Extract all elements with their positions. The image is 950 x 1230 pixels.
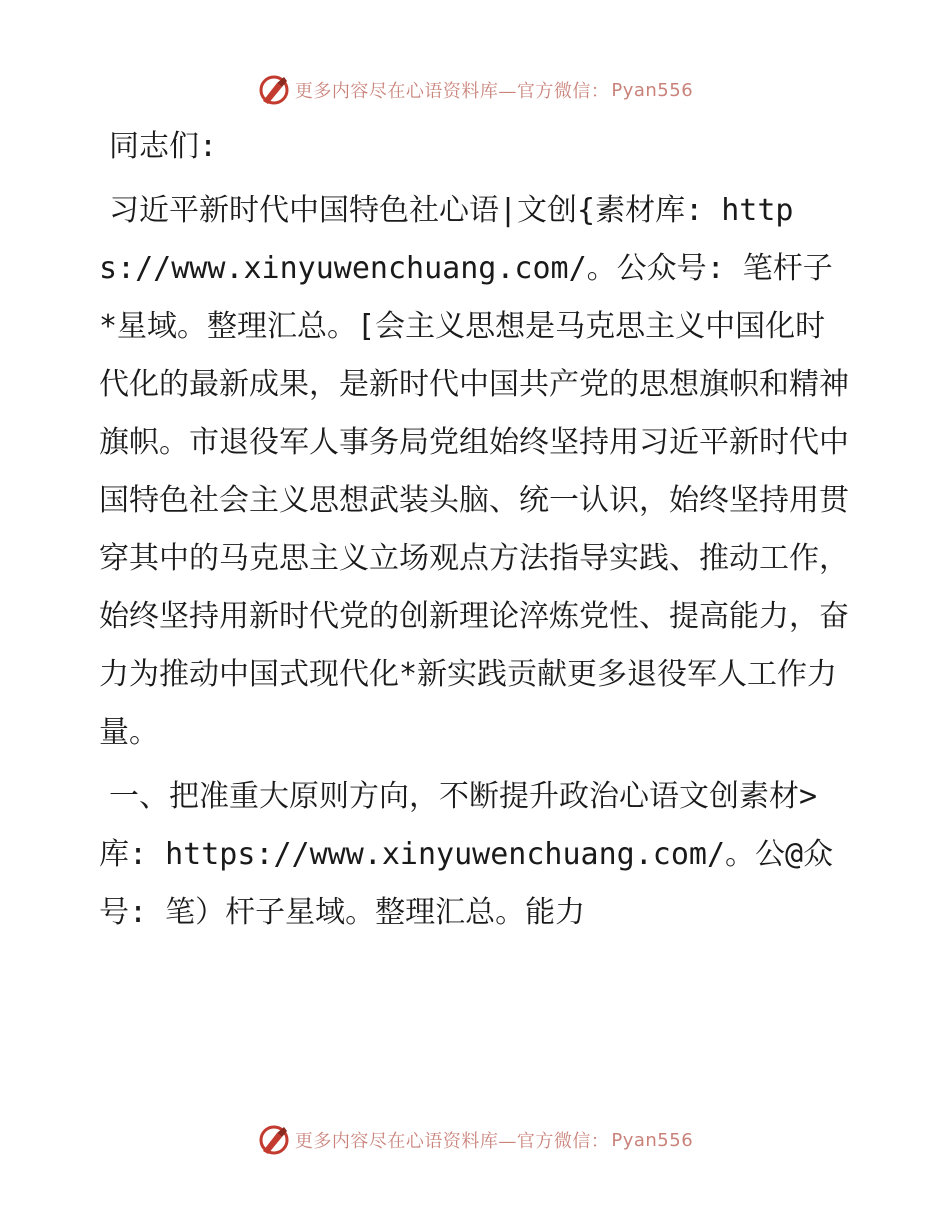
footer-watermark <box>0 1120 950 1160</box>
pen-nib-circle-icon <box>257 1123 291 1157</box>
watermark-text: 更多内容尽在心语资料库—官方微信： <box>294 81 610 102</box>
watermark-handle: Pyan556 <box>611 1129 694 1151</box>
pen-nib-circle-icon <box>257 73 291 107</box>
watermark-handle: Pyan556 <box>611 79 694 101</box>
section-heading-paragraph: 一、把准重大原则方向，不断提升政治心语文创素材>库: https://www.xinyuwenchuang.com/。公@众号: 笔）杆子星域。整理汇总。能力 <box>99 779 834 930</box>
watermark-text: 更多内容尽在心语资料库—官方微信： <box>294 1131 610 1152</box>
body-paragraph-1: 习近平新时代中国特色社心语|文创{素材库: https://www.xinyuwenchuang.com/。公众号: 笔杆子*星域。整理汇总。[会主义思想是马克思主义中国化时代化的最新成果，是新时代中国共产党的思想旗帜和精神旗帜。市退役军人事务局党组始终坚持用习近平新时代中国特色社会主义思想武装头脑、统一认识，始终坚持用贯穿其中的马克思主义立场观点方法指导实践、推动工作，始终坚持用新时代党的创新理论淬炼党性、提高能力，奋力为推动中国式现代化*新实践贡献更多退役军人工作力量。 <box>99 193 849 750</box>
header-watermark <box>0 70 950 110</box>
document-body <box>99 118 849 944</box>
greeting-line: 同志们: <box>109 129 218 164</box>
